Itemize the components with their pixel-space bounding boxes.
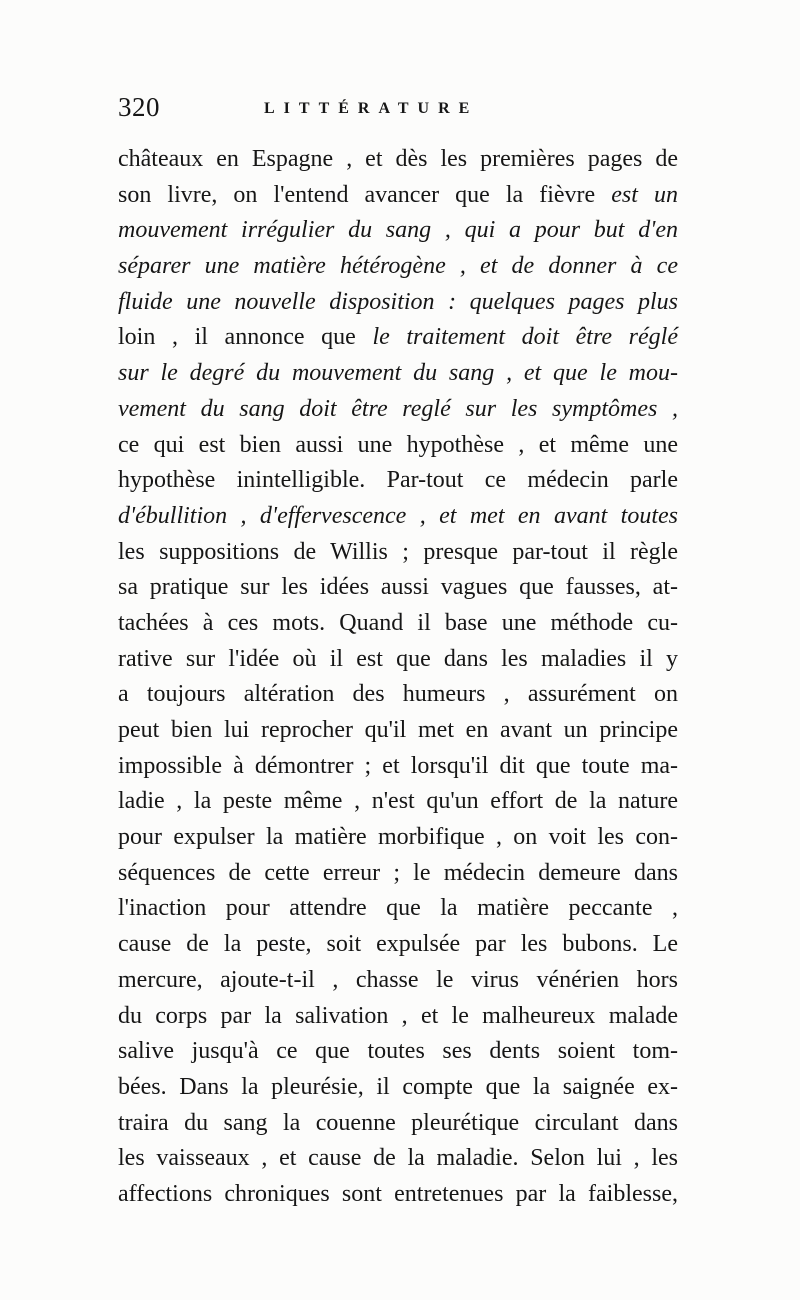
text-line: les vaisseaux , et cause de la maladie. Selon lui , les <box>118 1145 678 1172</box>
text-line: a toujours altération des humeurs , assurément on <box>118 681 678 708</box>
text-line: impossible à démontrer ; et lorsqu'il dit que toute ma- <box>118 752 678 779</box>
text-line: ce qui est bien aussi une hypothèse , et même une <box>118 431 678 458</box>
text-line: du corps par la salivation , et le malheureux malade <box>118 1002 678 1029</box>
text-line: loin , il annonce que le traitement doit être réglé <box>118 324 678 351</box>
text-line: pour expulser la matière morbifique , on voit les con- <box>118 824 678 851</box>
text-line: séquences de cette erreur ; le médecin demeure dans <box>118 859 678 886</box>
text-line: hypothèse inintelligible. Par-tout ce médecin parle <box>118 467 678 494</box>
text-line: ladie , la peste même , n'est qu'un effort de la nature <box>118 788 678 815</box>
text-line: cause de la peste, soit expulsée par les bubons. Le <box>118 931 678 958</box>
running-head <box>118 92 678 132</box>
text-line: séparer une matière hétérogène , et de donner à ce <box>118 253 678 280</box>
running-title: LITTÉRATURE <box>264 100 479 117</box>
text-line: l'inaction pour attendre que la matière peccante , <box>118 895 678 922</box>
text-line: les suppositions de Willis ; presque par-tout il règle <box>118 538 678 565</box>
text-line: d'ébullition , d'effervescence , et met en avant toutes <box>118 502 678 529</box>
text-line: tachées à ces mots. Quand il base une méthode cu- <box>118 609 678 636</box>
text-line: rative sur l'idée où il est que dans les maladies il y <box>118 645 678 672</box>
text-line: mercure, ajoute-t-il , chasse le virus vénérien hors <box>118 966 678 993</box>
text-line: bées. Dans la pleurésie, il compte que la saignée ex- <box>118 1073 678 1100</box>
text-line: peut bien lui reprocher qu'il met en avant un principe <box>118 717 678 743</box>
text-line: affections chroniques sont entretenues par la faiblesse, <box>118 1180 678 1207</box>
text-line: vement du sang doit être reglé sur les symptômes , <box>118 395 678 422</box>
text-line: salive jusqu'à ce que toutes ses dents soient tom- <box>118 1038 678 1065</box>
text-line: son livre, on l'entend avancer que la fièvre est un <box>118 181 678 208</box>
text-line: sur le degré du mouvement du sang , et que le mou- <box>118 360 678 387</box>
text-line: traira du sang la couenne pleurétique circulant dans <box>118 1109 678 1136</box>
page-number: 320 <box>118 92 160 122</box>
body-text <box>118 142 678 1213</box>
text-line: sa pratique sur les idées aussi vagues que fausses, at- <box>118 574 678 601</box>
text-line: châteaux en Espagne , et dès les premières pages de <box>118 146 678 172</box>
text-line: mouvement irrégulier du sang , qui a pour but d'en <box>118 217 678 244</box>
text-line: fluide une nouvelle disposition : quelques pages plus <box>118 288 678 315</box>
